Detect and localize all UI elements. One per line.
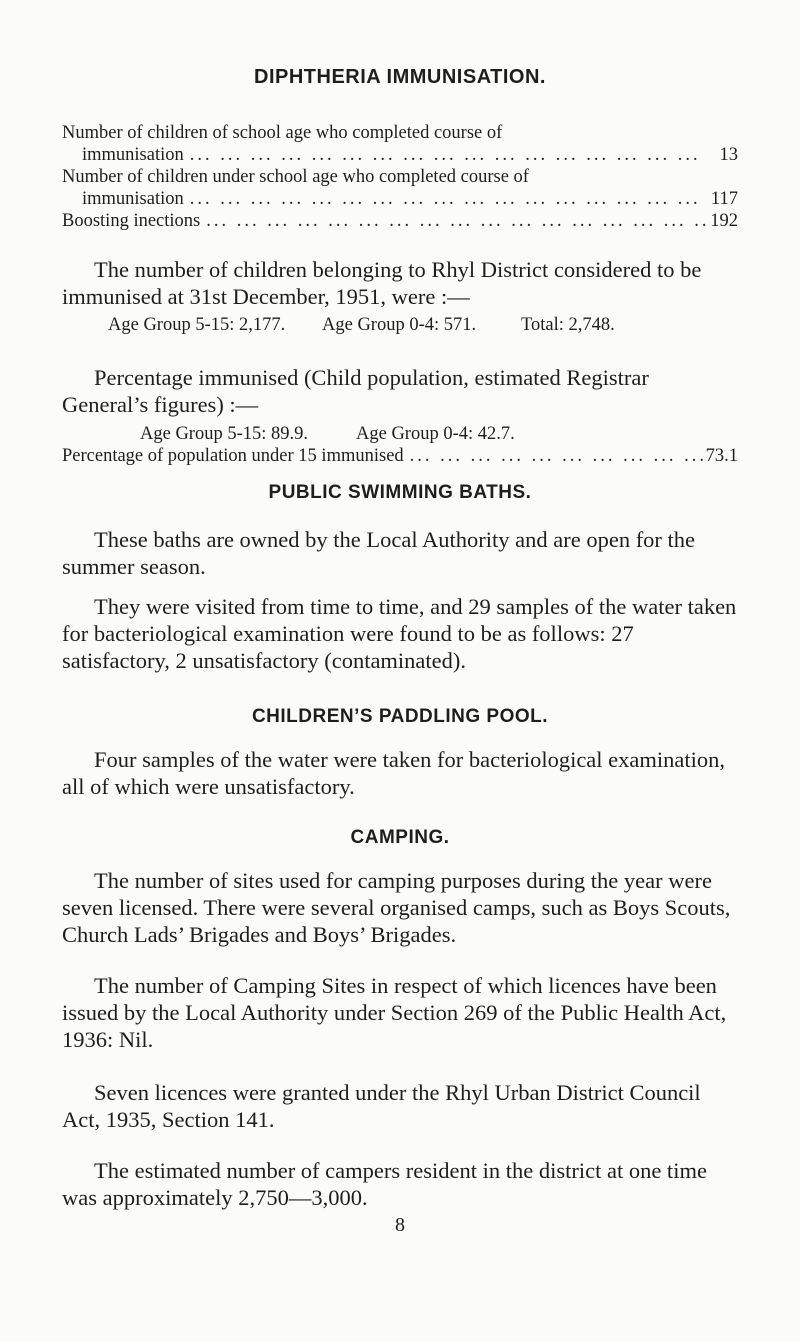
stat-label: Percentage of population under 15 immunised [62,446,404,466]
paragraph-paddling-samples: Four samples of the water were taken for bacteriological examination, all of which were unsatisfactory. [62,747,726,799]
paragraph-percentage-immunised: Percentage immunised (Child population, estimated Registrar General’s figures) :— [62,365,649,417]
stat-school-age-completed [62,122,738,166]
pct-age-group-0-4: Age Group 0-4: 42.7. [356,424,515,444]
paragraph-baths-samples: They were visited from time to time, and 29 samples of the water taken for bacteriological examination were found to be as follows: 27 satisfactory, 2 unsatisfactory (contaminated). [62,594,737,673]
paragraph-camping-sites: The number of sites used for camping purposes during the year were seven licensed. There were several organised camps, such as Boys Scouts, Church Lads’ Brigades and Boys’ Brigades. [62,868,731,947]
stat-percentage-under-15 [62,445,738,467]
stat-label: Number of children of school age who completed course of [62,123,503,143]
heading-camping: CAMPING. [350,827,450,848]
heading-childrens-paddling-pool: CHILDREN’S PADDLING POOL. [251,706,549,727]
age-group-total: Total: 2,748. [521,315,615,335]
dot-leader [404,445,706,467]
stat-boosting-injections [62,210,738,232]
dot-leader [184,144,708,166]
age-group-5-15-count: Age Group 5-15: 2,177. [108,315,286,335]
dot-leader [184,188,708,210]
stat-value: 192 [710,211,738,231]
paragraph-rhyl-immunised: The number of children belonging to Rhyl District considered to be immunised at 31st December, 1951, were :— [62,257,702,309]
stat-label-continued: immunisation [82,189,184,209]
stat-value: 117 [710,189,738,209]
paragraph-licences-granted: Seven licences were granted under the Rhyl Urban District Council Act, 1935, Section 141. [62,1080,701,1132]
stat-value: 13 [719,145,738,165]
paragraph-estimated-campers: The estimated number of campers resident in the district at one time was approximately 2,750—3,000. [62,1158,707,1210]
heading-public-swimming-baths: PUBLIC SWIMMING BATHS. [268,482,532,503]
page-number: 8 [395,1214,405,1236]
pct-age-group-5-15: Age Group 5-15: 89.9. [140,424,309,444]
age-group-0-4-count: Age Group 0-4: 571. [322,315,477,335]
stat-value: 73.1 [705,446,738,466]
paragraph-baths-ownership: These baths are owned by the Local Authority and are open for the summer season. [62,527,696,579]
stat-under-school-age-completed [62,166,738,210]
dot-leader [200,210,708,232]
stat-label-continued: immunisation [82,145,184,165]
paragraph-camping-licences-issued: The number of Camping Sites in respect of which licences have been issued by the Local Authority under Section 269 of the Public Health Act, 1936: Nil. [62,973,727,1052]
stat-label: Boosting inections [62,211,201,231]
heading-diphtheria-immunisation: DIPHTHERIA IMMUNISATION. [254,66,546,88]
stat-label: Number of children under school age who completed course of [62,167,529,187]
